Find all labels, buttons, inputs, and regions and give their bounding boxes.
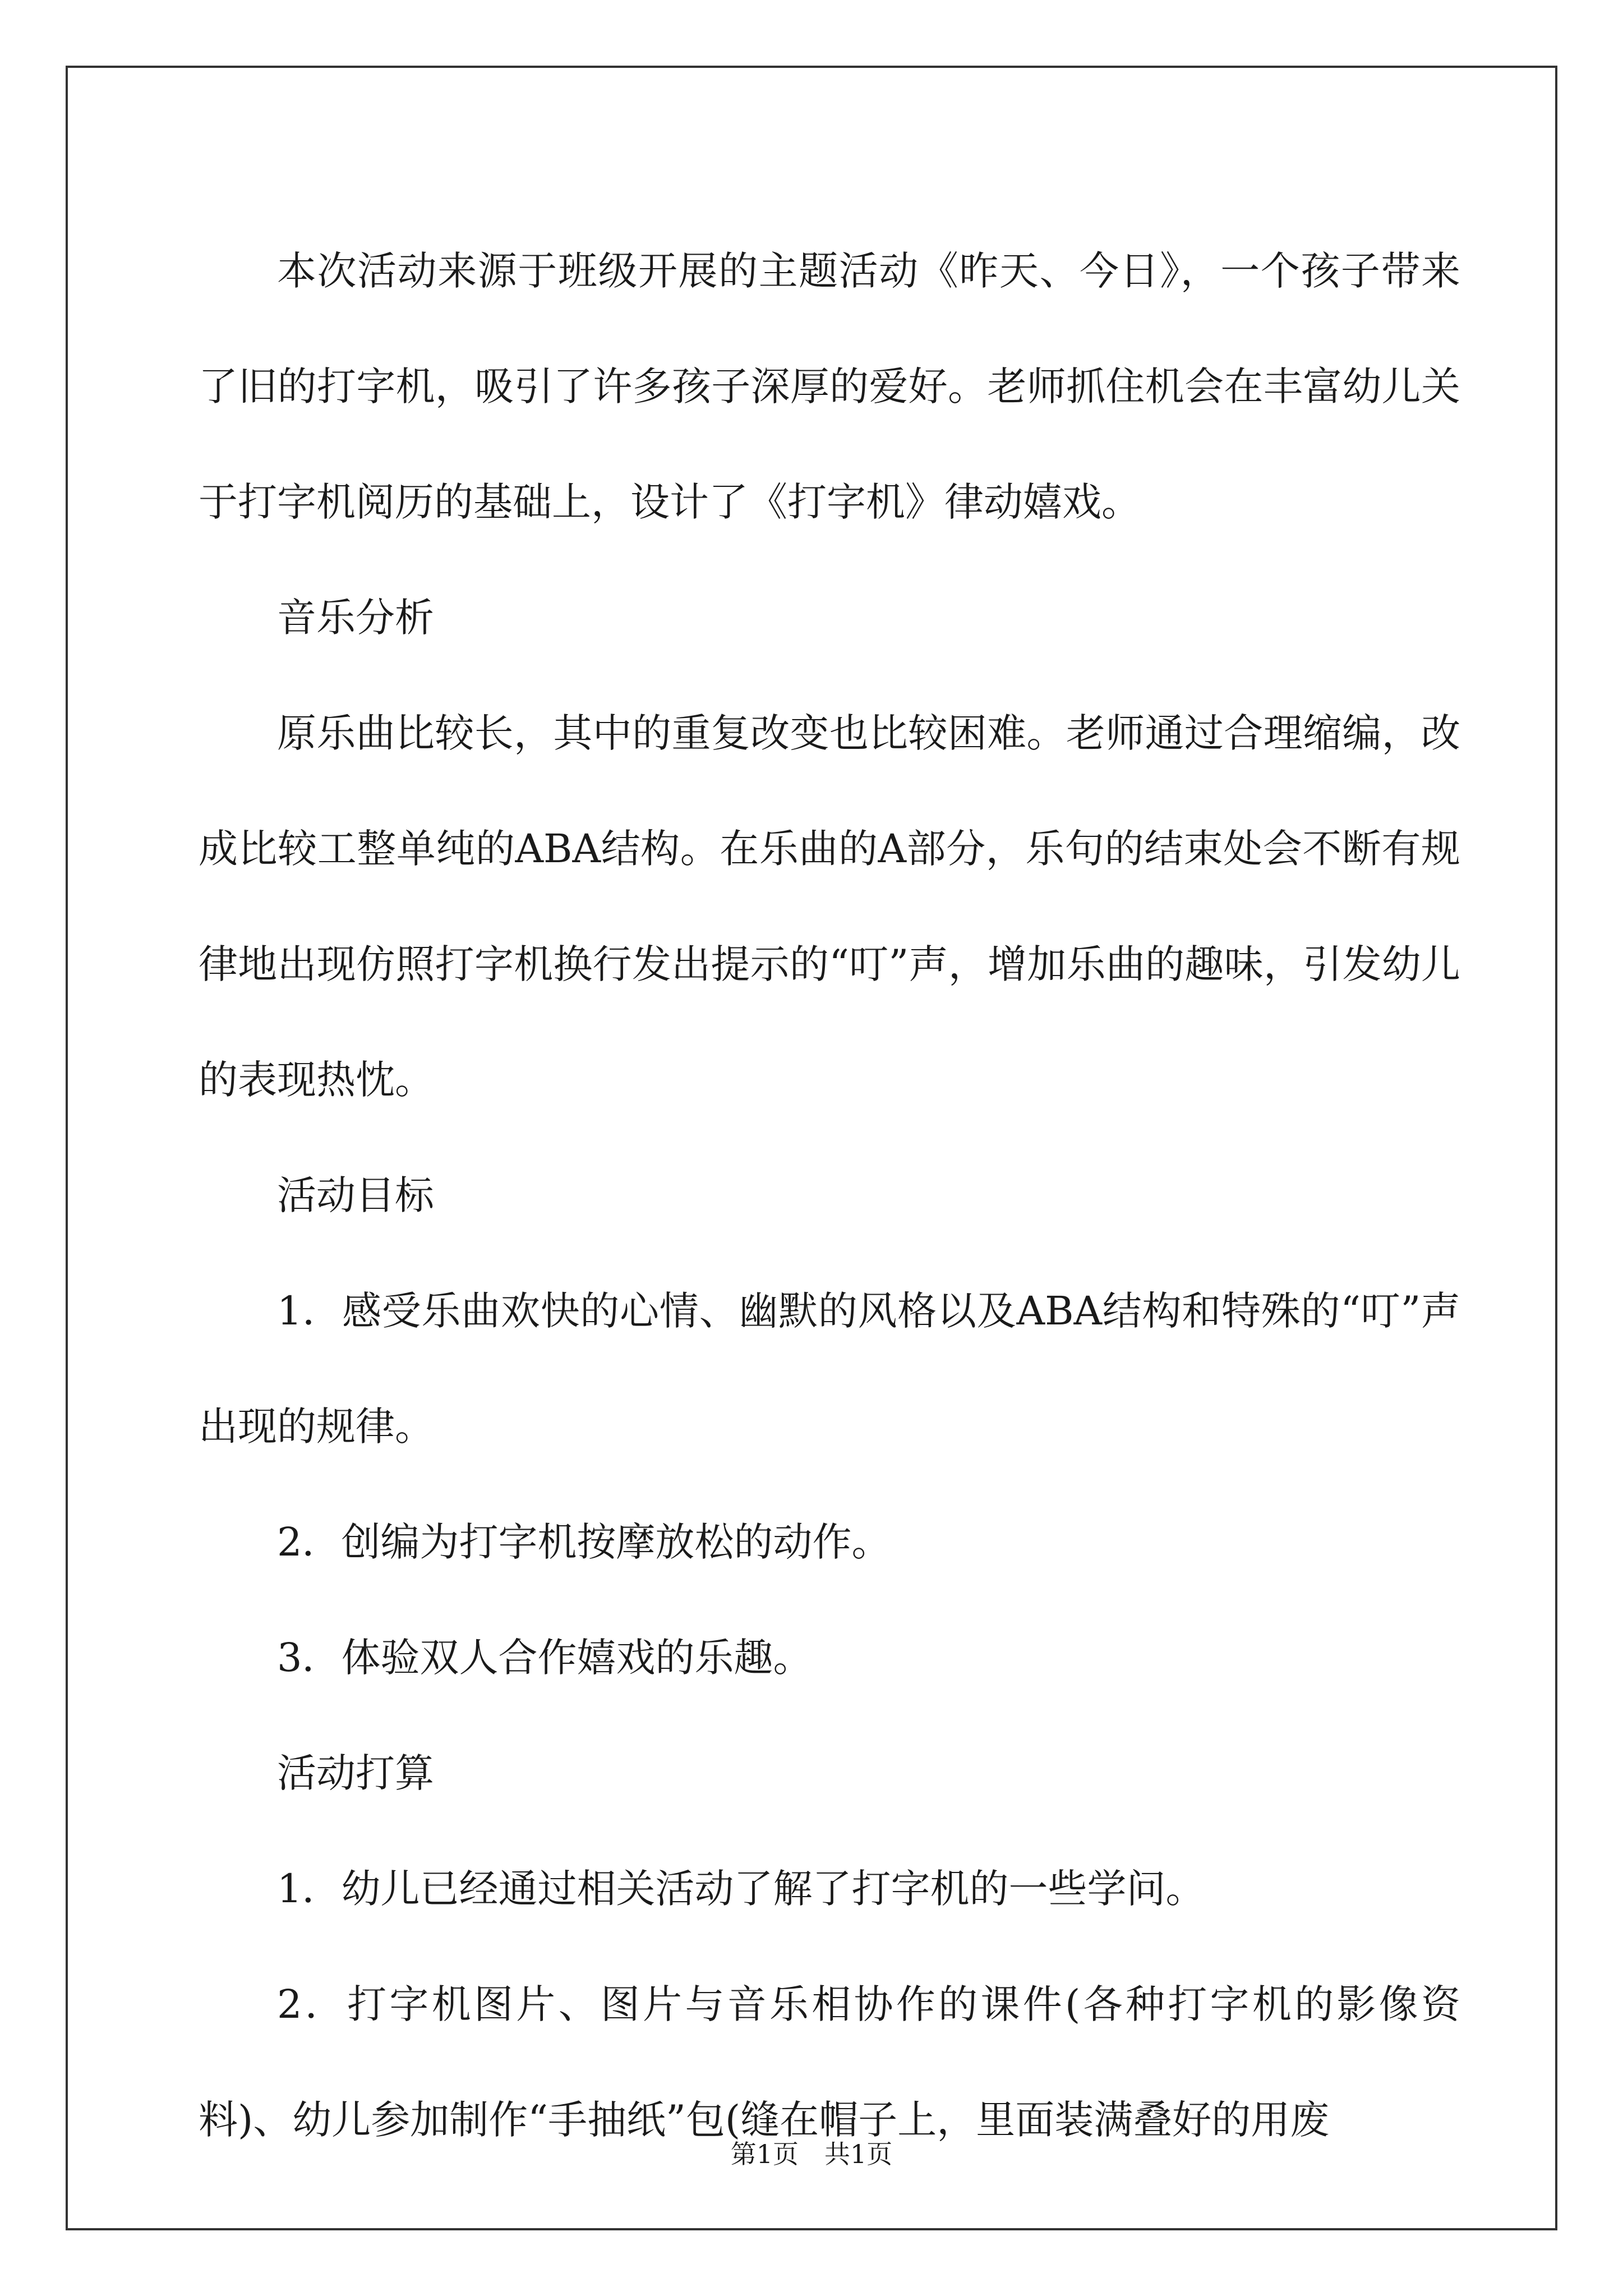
heading-activity-goals: 活动目标 <box>277 1172 434 1218</box>
heading-activity-preparation: 活动打算 <box>277 1750 434 1796</box>
paragraph-intro: 本次活动来源于班级开展的主题活动《昨天、今日》，一个孩子带来了旧的打字机，吸引了许多孩子深厚的爱好。老师抓住机会在丰富幼儿关于打字机阅历的基础上，设计了《打字机》律动嬉戏。 <box>199 248 1460 525</box>
preparation-item-1: 1．幼儿已经通过相关活动了解了打字机的一些学问。 <box>277 1866 1205 1912</box>
page-number-total: 共1页 <box>824 2139 893 2169</box>
goal-item-2: 2．创编为打字机按摩放松的动作。 <box>277 1519 891 1565</box>
paragraph-music-analysis: 原乐曲比较长，其中的重复改变也比较困难。老师通过合理缩编，改成比较工整单纯的ABA结构。在乐曲的A部分，乐句的结束处会不断有规律地出现仿照打字机换行发出提示的“叮”声，增加乐曲的趣味，引发幼儿的表现热忱。 <box>199 710 1460 1103</box>
heading-music-analysis: 音乐分析 <box>277 595 434 641</box>
preparation-item-2: 2．打字机图片、图片与音乐相协作的课件(各种打字机的影像资料)、幼儿参加制作“手抽纸”包(缝在帽子上，里面装满叠好的用废 <box>199 1981 1460 2143</box>
page-number-current: 第1页 <box>730 2139 799 2169</box>
goal-item-1: 1．感受乐曲欢快的心情、幽默的风格以及ABA结构和特殊的“叮”声出现的规律。 <box>199 1288 1460 1450</box>
page-footer <box>0 2137 1623 2171</box>
goal-item-3: 3．体验双人合作嬉戏的乐趣。 <box>277 1635 813 1681</box>
document-body <box>199 213 1460 2178</box>
